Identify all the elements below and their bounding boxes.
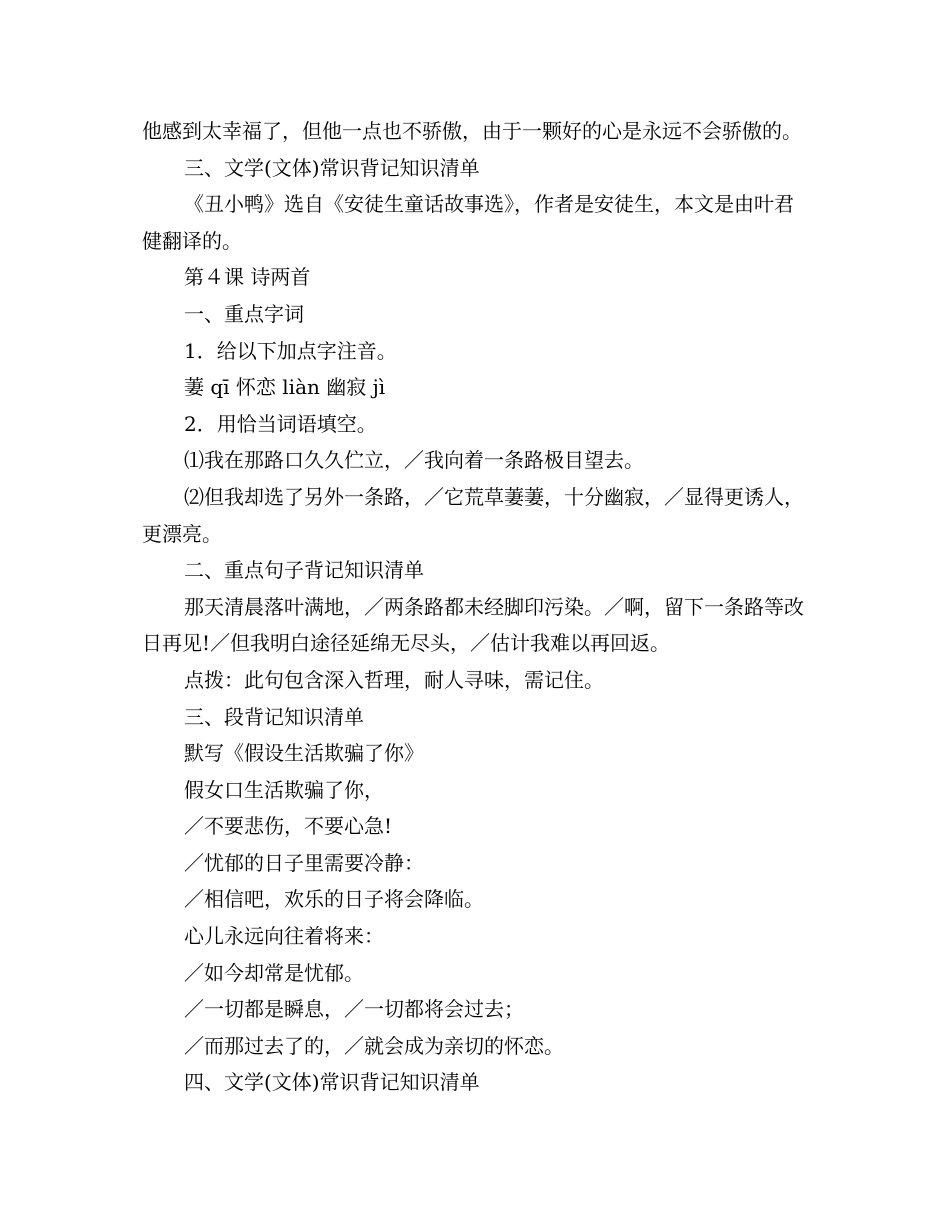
document-body <box>142 113 812 1101</box>
lesson-title: 第４课 诗两首 <box>184 265 311 290</box>
poem-line: ／不要悲伤，不要心急! <box>184 814 393 839</box>
poem-line: ／相信吧，欢乐的日子将会降临。 <box>184 887 484 912</box>
exercise-item: 2．用恰当词语填空。 <box>184 411 377 436</box>
section-heading: 三、文学(文体)常识背记知识清单 <box>184 155 480 180</box>
section-heading: 二、重点句子背记知识清单 <box>184 558 424 583</box>
poem-line: ／如今却常是忧郁。 <box>184 960 364 985</box>
poem-line: ／而那过去了的，／就会成为亲切的怀恋。 <box>184 1033 564 1058</box>
poem-title: 默写《假设生活欺骗了你》 <box>184 741 424 766</box>
exercise-sentence: ⑵但我却选了另外一条路，／它荒草萋萋，十分幽寂，／显得更诱人，更漂亮。 <box>142 484 804 546</box>
section-heading: 一、重点字词 <box>184 301 304 326</box>
paragraph: 《丑小鸭》选自《安徒生童话故事选》，作者是安徒生，本文是由叶君健翻译的。 <box>142 192 794 253</box>
note: 点拨：此句包含深入哲理，耐人寻味，需记住。 <box>184 667 604 692</box>
section-heading: 三、段背记知识清单 <box>184 704 364 729</box>
poem-line: ／忧郁的日子里需要冷静： <box>184 850 424 875</box>
exercise-item: 1．给以下加点字注音。 <box>184 338 397 363</box>
poem-line: 心儿永远向往着将来： <box>184 924 384 949</box>
pinyin-line: 萋 qī 怀恋 liàn 幽寂 jì <box>184 375 386 400</box>
poem-line: 假女口生活欺骗了你， <box>184 777 384 802</box>
key-sentence: 那天清晨落叶满地，／两条路都未经脚印污染。／啊，留下一条路等改日再见!／但我明白途径延绵无尽头，／估计我难以再回返。 <box>142 594 804 656</box>
section-heading: 四、文学(文体)常识背记知识清单 <box>184 1070 480 1095</box>
exercise-sentence: ⑴我在那路口久久伫立，／我向着一条路极目望去。 <box>184 448 644 473</box>
paragraph-continuation: 他感到太幸福了，但他一点也不骄傲，由于一颗好的心是永远不会骄傲的。 <box>142 119 802 143</box>
poem-line: ／一切都是瞬息，／一切都将会过去； <box>184 997 524 1022</box>
